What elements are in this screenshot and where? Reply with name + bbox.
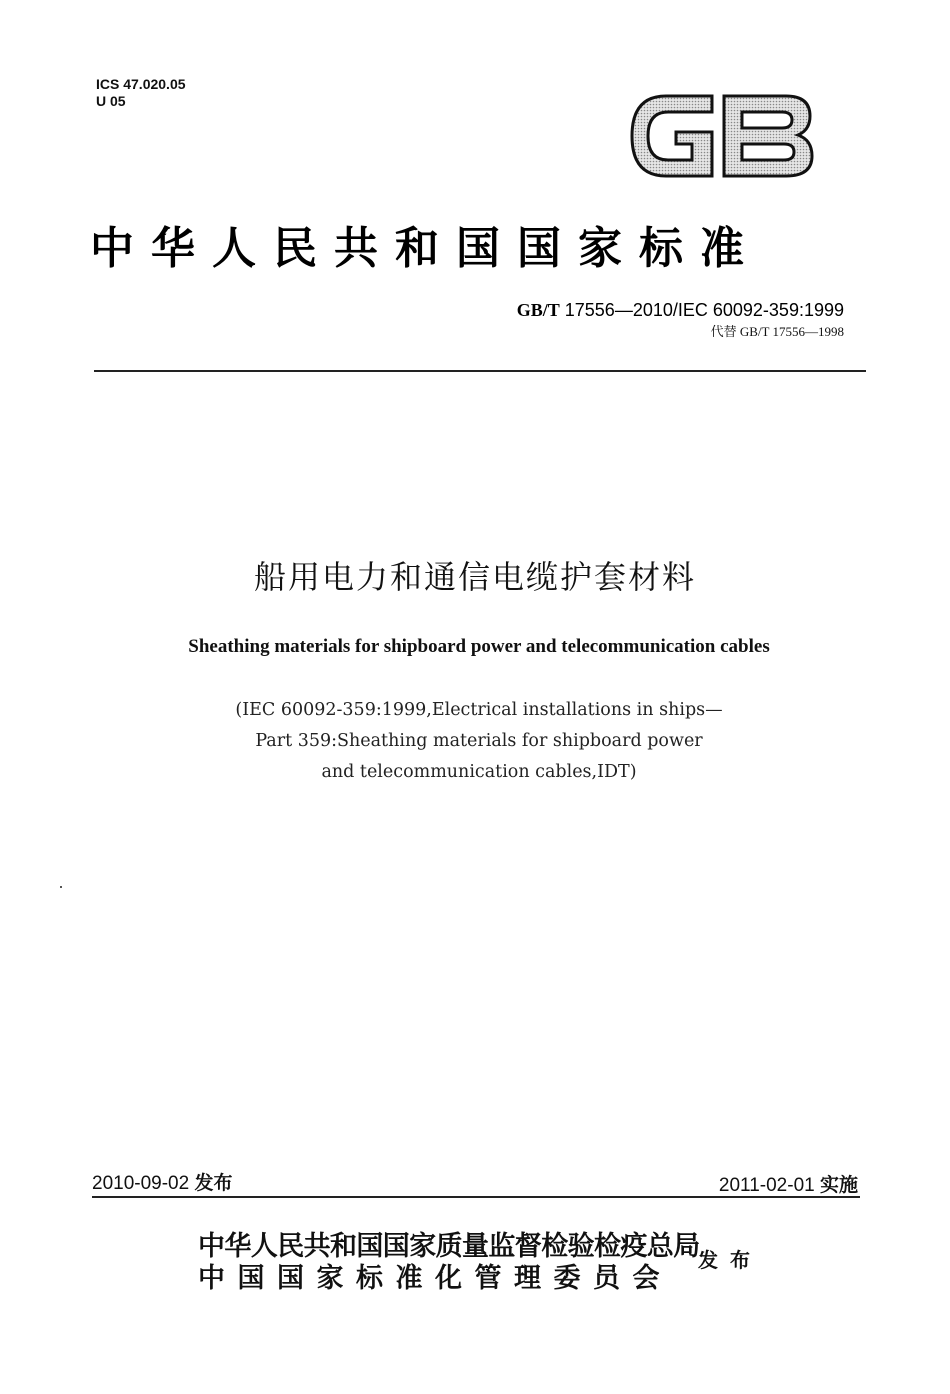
implement-date: 2011-02-01 <box>718 1175 815 1196</box>
publish-label: 发布 <box>698 1248 762 1272</box>
issue-date-block <box>92 1168 233 1195</box>
issue-label: 发布 <box>194 1172 233 1194</box>
national-standard-title: 中华人民共和国国家标准 <box>90 223 761 274</box>
iec-reference-line-2: Part 359:Sheathing materials for shipboard power <box>255 731 703 751</box>
document-title-en: Sheathing materials for shipboard power and telecommunication cables <box>188 636 770 657</box>
implement-label: 实施 <box>819 1174 858 1196</box>
issuer-sac: 中国国家标准化管理委员会 <box>198 1263 672 1294</box>
footer-divider <box>92 1196 860 1198</box>
gb-logo <box>628 88 816 184</box>
header-divider <box>94 370 866 372</box>
issuer-aqsiq: 中华人民共和国国家质量监督检验检疫总局 <box>198 1231 700 1262</box>
classification-codes <box>96 76 186 110</box>
iec-reference-line-1: (IEC 60092-359:1999,Electrical installations in ships— <box>235 700 723 720</box>
iec-reference-line-3: and telecommunication cables,IDT) <box>321 762 637 782</box>
standard-prefix: GB/T <box>516 300 560 320</box>
standard-code: 17556—2010/IEC 60092-359:1999 <box>564 300 844 320</box>
ics-code: ICS 47.020.05 <box>96 76 186 92</box>
scan-speck <box>60 886 62 888</box>
standard-number <box>517 300 844 321</box>
implement-date-block <box>719 1170 858 1197</box>
document-title-cn: 船用电力和通信电缆护套材料 <box>253 558 696 596</box>
replaces-standard: 代替 GB/T 17556—1998 <box>710 324 844 339</box>
logo-text: GB <box>628 88 630 89</box>
issue-date: 2010-09-02 <box>92 1173 190 1194</box>
ccs-code: U 05 <box>96 93 126 109</box>
